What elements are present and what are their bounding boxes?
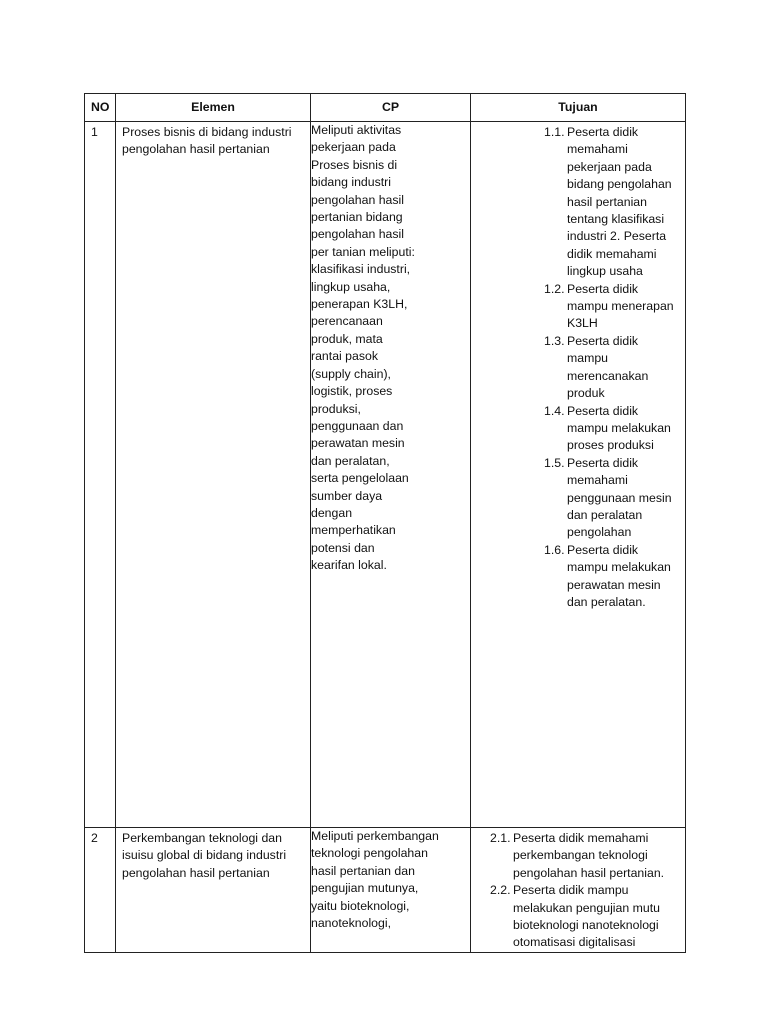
cp-text: Meliputi perkembangan teknologi pengolahan hasil pertanian dan pengujian mutunya, yaitu bioteknologi, nanoteknologi, (311, 829, 439, 931)
header-cp: CP (311, 94, 471, 122)
tujuan-cell (471, 122, 686, 828)
tujuan-text: Peserta didik memahami perkembangan teknologi pengolahan hasil pertanian. (513, 831, 665, 880)
tujuan-text: Peserta didik mampu merencanakan produk (567, 333, 649, 401)
table-row (85, 122, 686, 828)
tujuan-list (471, 122, 685, 611)
tujuan-cell (471, 828, 686, 953)
tujuan-number: 1.5. (544, 455, 565, 470)
row-number: 1 (85, 122, 116, 828)
tujuan-item (544, 455, 685, 542)
tujuan-number: 2.1. (490, 831, 511, 845)
elemen-cell: Proses bisnis di bidang industri pengolahan hasil pertanian (116, 122, 311, 828)
curriculum-table (84, 93, 686, 953)
tujuan-item (544, 333, 685, 403)
tujuan-number: 1.3. (544, 333, 565, 348)
tujuan-text: Peserta didik mampu menerapan K3LH (567, 281, 674, 331)
table-header-row (85, 94, 686, 122)
cp-cell (311, 122, 471, 828)
tujuan-number: 2.2. (490, 883, 511, 898)
tujuan-number: 1.1. (544, 125, 565, 139)
header-elemen: Elemen (116, 94, 311, 122)
tujuan-text: Peserta didik memahami penggunaan mesin dan peralatan pengolahan (567, 455, 672, 540)
row-number: 2 (85, 828, 116, 953)
header-tujuan: Tujuan (471, 94, 686, 122)
tujuan-item (490, 830, 685, 882)
tujuan-text: Peserta didik memahami pekerjaan pada bidang pengolahan hasil pertanian tentang klasifikasi industri 2. Peserta didik memahami lingkup usaha (567, 125, 672, 279)
tujuan-item (544, 542, 685, 612)
tujuan-list (471, 828, 685, 952)
header-no: NO (85, 94, 116, 122)
tujuan-number: 1.2. (544, 281, 565, 296)
elemen-cell: Perkembangan teknologi dan isuisu global di bidang industri pengolahan hasil pertanian (116, 828, 311, 953)
cp-cell (311, 828, 471, 953)
tujuan-item (544, 281, 685, 333)
table-row (85, 828, 686, 953)
tujuan-number: 1.4. (544, 403, 565, 418)
tujuan-text: Peserta didik mampu melakukan perawatan mesin dan peralatan. (567, 542, 671, 609)
tujuan-text: Peserta didik mampu melakukan pengujian mutu bioteknologi nanoteknologi otomatisasi digitalisasi (513, 883, 660, 950)
cp-text: Meliputi aktivitas pekerjaan pada Proses bisnis di bidang industri pengolahan hasil pertanian bidang pengolahan hasil per tanian meliputi: klasifikasi industri, lingkup usaha, penerapan K3LH, perencanaan produk, mata rantai pasok (supply chain), logistik, proses produksi, penggunaan dan perawatan mesin dan peralatan, serta pengelolaan sumber daya dengan memperhatikan potensi dan kearifan lokal. (311, 123, 415, 573)
tujuan-text: Peserta didik mampu melakukan proses produksi (567, 403, 671, 453)
tujuan-item (544, 124, 685, 281)
tujuan-item (544, 403, 685, 455)
tujuan-number: 1.6. (544, 542, 565, 557)
tujuan-item (490, 882, 685, 952)
